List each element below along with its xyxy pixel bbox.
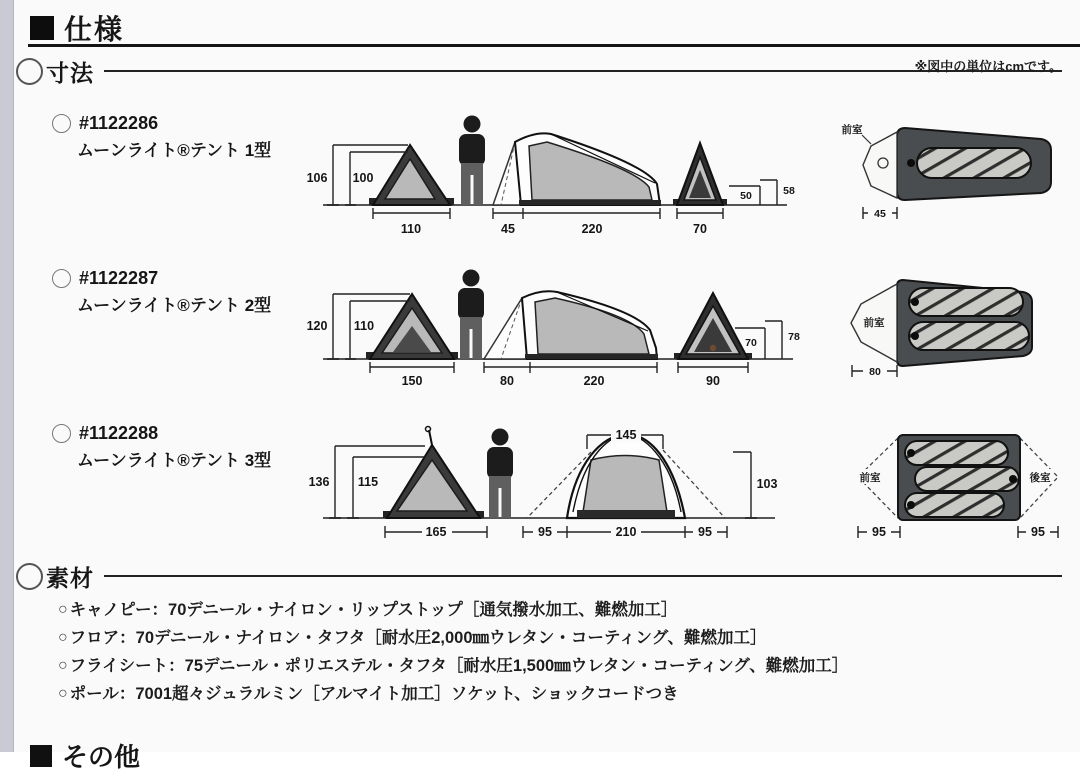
material-text: ポール：7001超々ジュラルミン［アルマイト加工］ソケット、ショックコードつき [69, 685, 679, 703]
product-bullet-icon [52, 424, 71, 443]
dim-front-width: 110 [400, 222, 422, 236]
front-view-tent-3 [383, 427, 484, 519]
black-square-icon [30, 745, 52, 767]
product-1-id: #1122286 [79, 113, 159, 133]
side-dims-2 [484, 362, 657, 373]
rear-view-tent-2 [674, 293, 752, 359]
cutoff-heading-text: その他 [62, 742, 141, 772]
section-dimensions [16, 55, 94, 88]
circle-bullet-icon [16, 58, 43, 85]
side-view-tent-1 [493, 133, 661, 205]
rear-view-tent-1 [673, 143, 727, 205]
product-2-id: #1122287 [79, 268, 159, 288]
section-materials-rule [104, 575, 1062, 577]
material-bullet: ○ [58, 685, 68, 702]
human-figure-icon [459, 116, 485, 206]
dim-rear-height-inner: 70 [745, 337, 757, 349]
dim-rear-width: 90 [706, 374, 720, 388]
cutoff-section-heading [30, 737, 140, 774]
dim-side-body: 210 [615, 525, 637, 539]
dim-side-right: 95 [698, 525, 712, 539]
dim-side-body: 220 [583, 374, 605, 388]
dim-front-height-inner: 115 [357, 475, 379, 489]
rear-width-dim-1 [677, 208, 723, 219]
page-title: 仕様 [64, 14, 125, 45]
front-view-tent-1 [369, 145, 454, 205]
product-bullet-icon [52, 269, 71, 288]
material-bullet: ○ [58, 629, 68, 646]
product-3-id: #1122288 [79, 423, 159, 443]
material-text: キャノピー：70デニール・ナイロン・リップストップ［通気撥水加工、難燃加工］ [69, 601, 678, 619]
plan-front-room-label: 前室 [859, 472, 881, 484]
circle-bullet-icon [16, 563, 43, 590]
plan-vestibule-label-2: 前室 [863, 317, 885, 329]
product-bullet-icon [52, 114, 71, 133]
rear-width-dim-2 [678, 362, 748, 373]
front-width-dim-1 [373, 208, 450, 219]
dim-front-height-outer: 120 [306, 319, 328, 333]
product-2-label [52, 268, 271, 316]
product-1-name: ムーンライト®テント 1型 [77, 141, 272, 160]
dimension-diagram-3 [305, 422, 1065, 567]
human-figure-icon [487, 429, 513, 519]
plan-vestibule-label-1: 前室 [841, 124, 863, 136]
dim-side-vestibule: 45 [501, 222, 515, 236]
side-dims-1 [493, 208, 660, 219]
unit-note: ※図中の単位はcmです。 [914, 59, 1062, 74]
dim-rear-width: 70 [693, 222, 707, 236]
dim-front-width: 150 [401, 374, 423, 388]
front-width-dim-2 [370, 362, 454, 373]
dim-front-height-outer: 136 [308, 475, 330, 489]
rear-height-dims-1 [729, 180, 777, 205]
dim-side-body: 220 [581, 222, 603, 236]
product-1-label [52, 113, 271, 161]
dim-roof-width: 145 [615, 428, 637, 442]
human-figure-icon [458, 270, 484, 360]
material-item-flysheet [58, 652, 848, 680]
side-view-dome-3 [527, 434, 725, 518]
product-2-name: ムーンライト®テント 2型 [77, 296, 272, 315]
page-header [30, 8, 124, 48]
product-3-label [52, 423, 271, 471]
dim-front-height-inner: 100 [352, 171, 374, 185]
plan-right-dim: 95 [1031, 525, 1045, 539]
dim-side-vestibule: 80 [500, 374, 514, 388]
product-3-name: ムーンライト®テント 3型 [77, 451, 272, 470]
material-item-pole [58, 680, 848, 708]
material-bullet: ○ [58, 657, 68, 674]
material-text: フライシート：75デニール・ポリエステル・タフタ［耐水圧1,500㎜ウレタン・コーティング、難燃加工］ [69, 657, 849, 675]
black-square-icon [30, 16, 54, 40]
dimension-diagram-1 [305, 112, 1065, 252]
material-text: フロア：70デニール・ナイロン・タフタ［耐水圧2,000㎜ウレタン・コーティング、難燃加工］ [69, 629, 767, 647]
dim-rear-height-inner: 50 [740, 190, 752, 202]
side-height-dim-3 [733, 452, 757, 518]
material-item-canopy [58, 596, 848, 624]
section-materials-title: 素材 [46, 565, 94, 591]
page-left-edge [0, 0, 14, 752]
dim-rear-height-outer: 78 [788, 331, 800, 343]
section-dimensions-title: 寸法 [46, 60, 94, 86]
dim-front-height-inner: 110 [353, 319, 375, 333]
dim-front-height-outer: 106 [306, 171, 328, 185]
dim-rear-height-outer: 58 [783, 185, 795, 197]
front-view-tent-2 [366, 294, 458, 359]
header-rule [28, 44, 1080, 47]
plan-view-1 [862, 128, 1051, 200]
plan-dim-value-2: 80 [869, 366, 881, 378]
dim-side-left: 95 [538, 525, 552, 539]
section-materials [16, 560, 94, 593]
material-bullet: ○ [58, 601, 68, 618]
dim-front-width: 165 [425, 525, 447, 539]
materials-list [58, 596, 848, 708]
plan-left-dim: 95 [872, 525, 886, 539]
plan-dim-value-1: 45 [874, 208, 886, 220]
side-view-tent-2 [484, 291, 658, 359]
material-item-floor [58, 624, 848, 652]
dimension-diagram-2 [305, 268, 1065, 408]
dim-side-height: 103 [756, 477, 778, 491]
plan-rear-room-label: 後室 [1029, 472, 1051, 484]
